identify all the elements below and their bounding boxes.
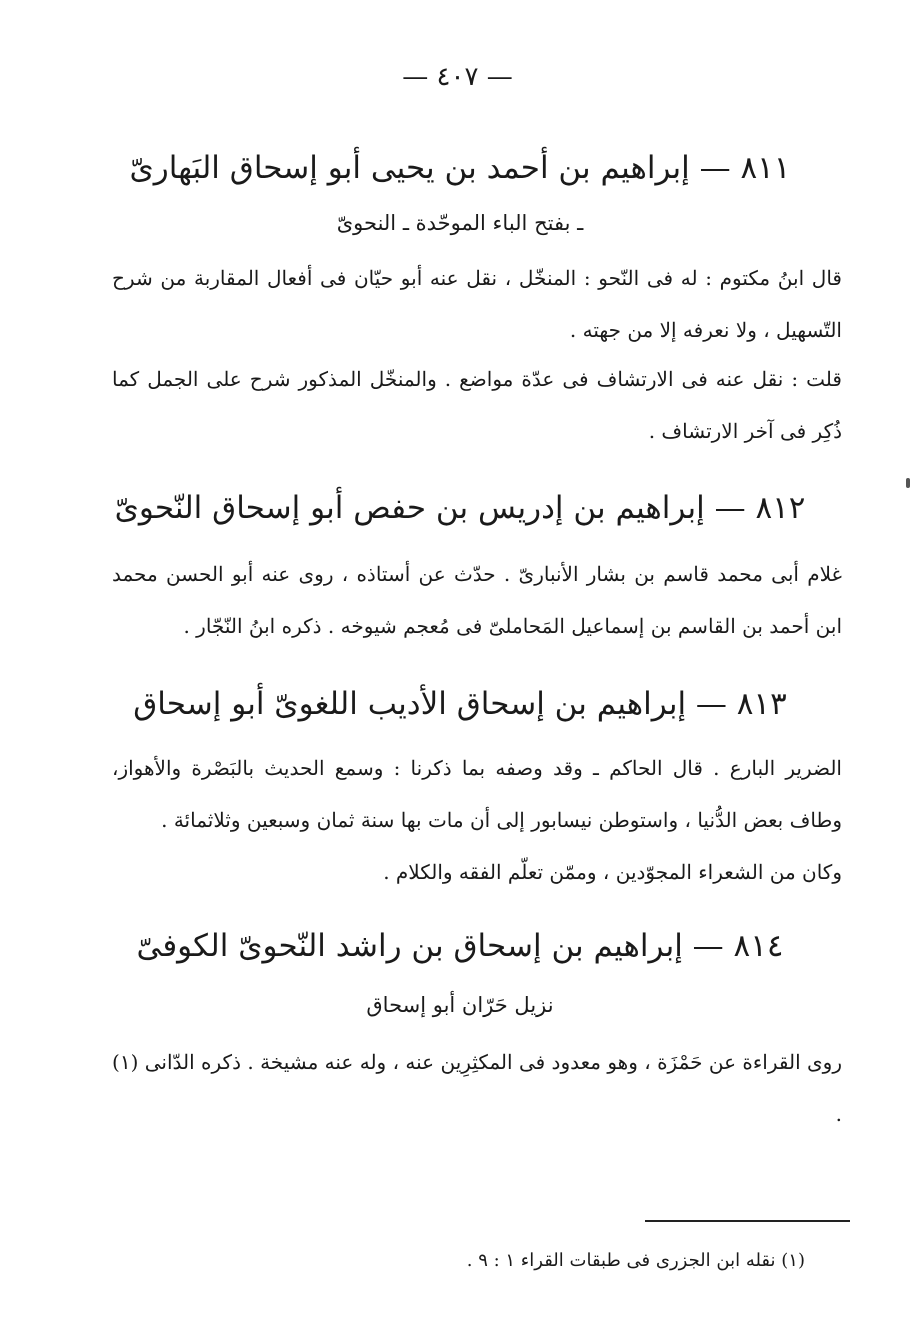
entry-subtitle-811: ـ بفتح الباء الموحّدة ـ النحوىّ [336,211,584,235]
footnote-divider [645,1220,850,1222]
entry-812-paragraph-1: غلام أبى محمد قاسم بن بشار الأنبارىّ . حدّث عن أستاذه ، روى عنه أبو الحسن محمد ابن أحمد بن القاسم بن إسماعيل المَحاملىّ فى مُعجم شيوخه . ذكره ابنُ النّجّار . [112,562,842,638]
entry-811-paragraph-2: قلت : نقل عنه فى الارتشاف فى عدّة مواضع . والمنخّل المذكور شرح على الجمل كما ذُكِر فى آخر الارتشاف . [112,367,842,443]
entry-title-814: ٨١٤ — إبراهيم بن إسحاق بن راشد النّحوىّ الكوفىّ [136,928,784,964]
page-number: — ٤٠٧ — [402,62,513,92]
entry-title-813: ٨١٣ — إبراهيم بن إسحاق الأديب اللغوىّ أبو إسحاق [133,686,787,722]
entry-subtitle-814: نزيل حَرّان أبو إسحاق [366,993,554,1017]
entry-811-paragraph-1: قال ابنُ مكتوم : له فى النّحو : المنخّل ، نقل عنه أبو حيّان فى أفعال المقاربة من شرح التّسهيل ، ولا نعرفه إلا من جهته . [112,266,842,342]
scan-edge-mark [906,478,910,488]
footnote: (١) نقله ابن الجزرى فى طبقات القراء ١ : ٩ . [466,1250,805,1271]
entry-813-paragraph-2: وكان من الشعراء المجوّدين ، وممّن تعلّم الفقه والكلام . [383,860,842,884]
entry-813-paragraph-1: الضرير البارع . قال الحاكم ـ وقد وصفه بما ذكرنا : وسمع الحديث بالبَصْرة والأهواز، وطاف بعض الدُّنيا ، واستوطن نيسابور إلى أن مات بها سنة ثمان وسبعين وثلاثمائة . [112,756,842,832]
entry-title-812: ٨١٢ — إبراهيم بن إدريس بن حفص أبو إسحاق النّحوىّ [114,490,806,526]
entry-title-811: ٨١١ — إبراهيم بن أحمد بن يحيى أبو إسحاق البَهارىّ [129,150,791,186]
entry-814-paragraph-1: روى القراءة عن حَمْزَة ، وهو معدود فى المكثِرِين عنه ، وله عنه مشيخة . ذكره الدّانى (١) . [112,1050,842,1126]
